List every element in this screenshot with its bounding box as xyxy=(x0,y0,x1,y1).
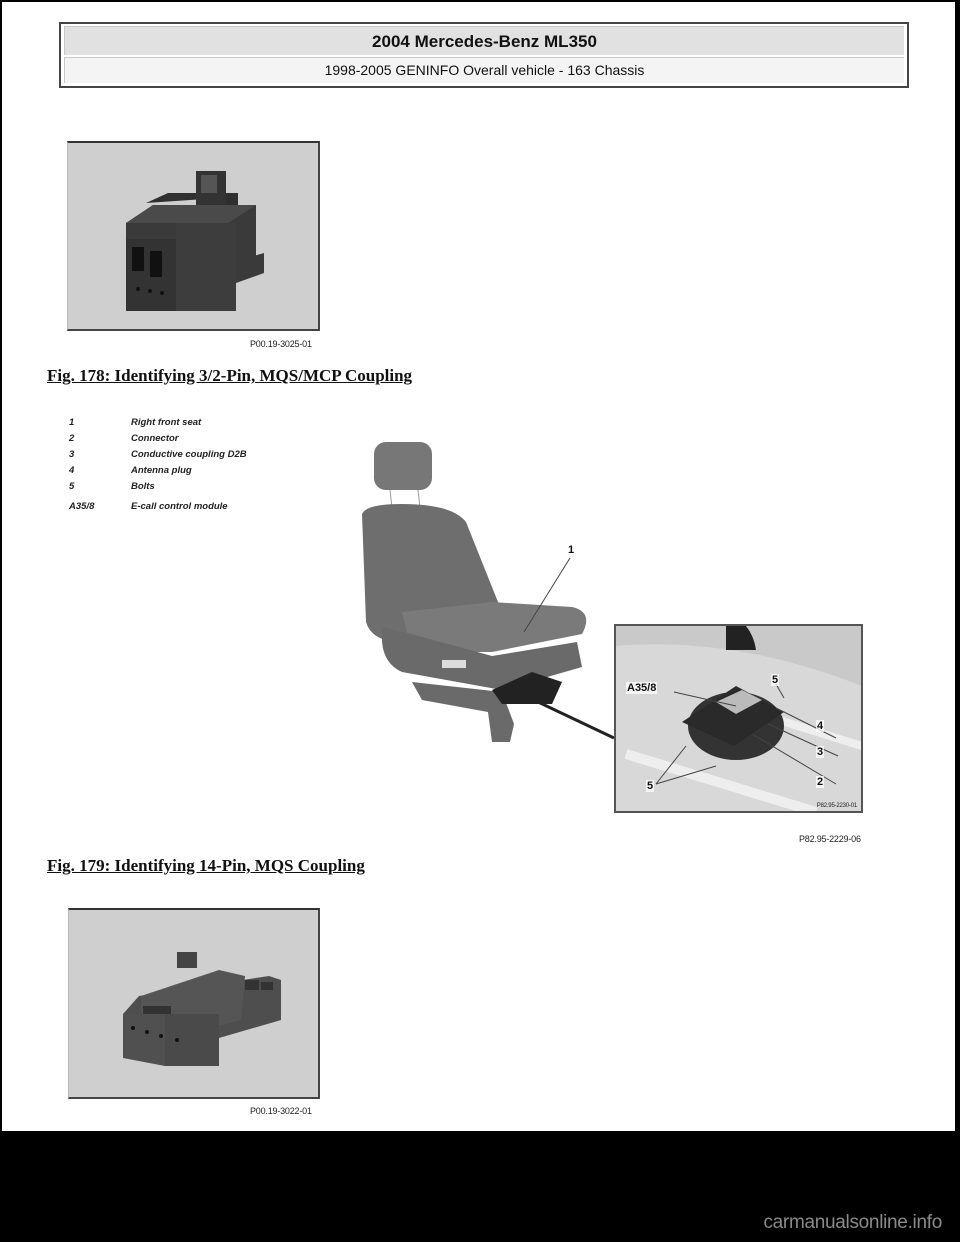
connector-14-pin-image xyxy=(68,908,320,1099)
callout-seat: 1 xyxy=(568,544,575,556)
figure-caption-179: Fig. 179: Identifying 14-Pin, MQS Coupling xyxy=(47,856,365,875)
callout-bolts-top: 5 xyxy=(772,674,779,686)
section-subtitle: 1998-2005 GENINFO Overall vehicle - 163 Chassis xyxy=(64,57,904,83)
callout-bolts-bottom: 5 xyxy=(647,780,654,792)
figure-image-code: P82.95-2229-06 xyxy=(799,834,861,844)
watermark: carmanualsonline.info xyxy=(763,1212,942,1233)
vehicle-title: 2004 Mercedes-Benz ML350 xyxy=(64,26,904,55)
figure-legend xyxy=(69,415,247,515)
callout-module: A35/8 xyxy=(627,682,657,694)
callout-connector: 2 xyxy=(817,776,824,788)
seat-illustration-icon xyxy=(342,442,622,782)
legend-row: 4 Antenna plug xyxy=(69,465,192,476)
right-front-seat-image xyxy=(342,442,622,772)
callout-antenna: 4 xyxy=(817,720,824,732)
connector-illustration-icon xyxy=(68,143,318,329)
inset-image-code: P82.95-2230-01 xyxy=(816,803,857,809)
e-call-module-inset-image xyxy=(614,624,863,813)
legend-row: 3 Conductive coupling D2B xyxy=(69,449,247,460)
connector-illustration-icon xyxy=(69,910,319,1098)
connector-3-2-pin-image xyxy=(67,141,320,331)
figure-image-code: P00.19-3022-01 xyxy=(250,1106,312,1116)
figure-caption-178: Fig. 178: Identifying 3/2-Pin, MQS/MCP Coupling xyxy=(47,366,413,385)
legend-row: 1 Right front seat xyxy=(69,417,202,428)
legend-row: A35/8 E-call control module xyxy=(69,501,228,512)
legend-row: 5 Bolts xyxy=(69,481,155,492)
document-header xyxy=(59,22,909,88)
document-page xyxy=(2,2,955,1131)
callout-coupling: 3 xyxy=(817,746,824,758)
legend-row: 2 Connector xyxy=(69,433,179,444)
figure-image-code: P00.19-3025-01 xyxy=(250,339,312,349)
